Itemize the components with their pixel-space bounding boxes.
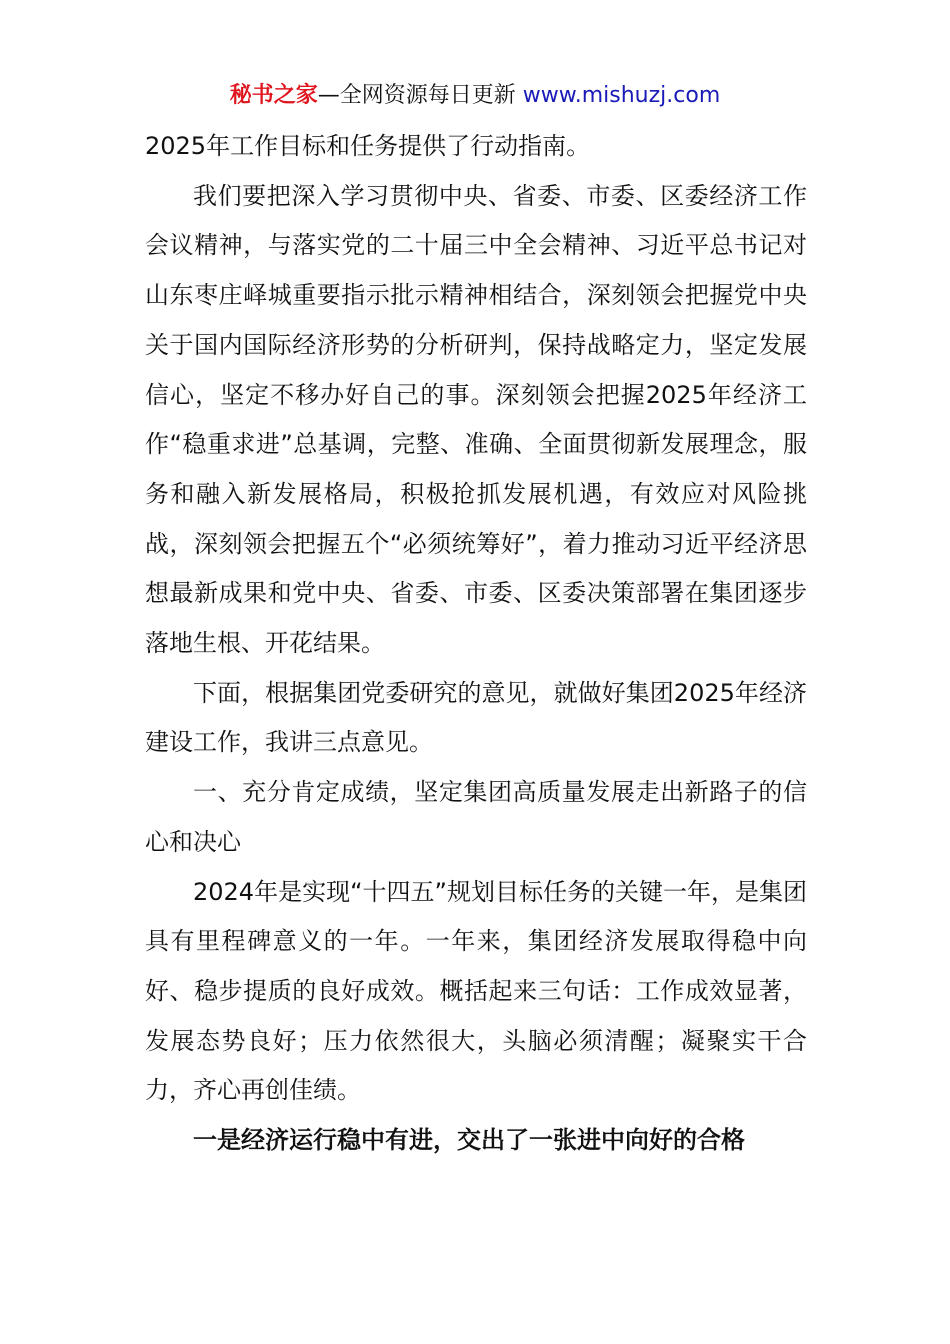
brand-name: 秘书之家 xyxy=(229,83,318,108)
site-header xyxy=(0,80,950,112)
paragraph-intro: 下面，根据集团党委研究的意见，就做好集团2025年经济建设工作，我讲三点意见。 xyxy=(145,678,807,757)
header-tagline: —全网资源每日更新 xyxy=(317,83,523,108)
section-heading-one: 一、充分肯定成绩，坚定集团高质量发展走出新路子的信心和决心 xyxy=(145,778,807,856)
document-body xyxy=(145,122,807,1166)
paragraph-study-spirit: 我们要把深入学习贯彻中央、省委、市委、区委经济工作会议精神，与落实党的二十届三中全会精神、习近平总书记对山东枣庄峄城重要指示批示精神相结合，深刻领会把握党中央关于国内国际经济形势的分析研判，保持战略定力，坚定发展信心，坚定不移办好自己的事。深刻领会把握2025年经济工作“稳重求进”总基调，完整、准确、全面贯彻新发展理念，服务和融入新发展格局，积极抢抓发展机遇，有效应对风险挑战，深刻领会把握五个“必须统筹好”，着力推动习近平经济思想最新成果和党中央、省委、市委、区委决策部署在集团逐步落地生根、开花结果。 xyxy=(145,181,807,658)
paragraph-continuation: 2025年工作目标和任务提供了行动指南。 xyxy=(145,132,591,160)
paragraph-2024-review: 2024年是实现“十四五”规划目标任务的关键一年，是集团具有里程碑意义的一年。一年来，集团经济发展取得稳中向好、稳步提质的良好成效。概括起来三句话：工作成效显著，发展态势良好；压力依然很大，头脑必须清醒；凝聚实干合力，齐心再创佳绩。 xyxy=(145,877,807,1105)
site-url[interactable]: www.mishuzj.com xyxy=(522,83,721,108)
paragraph-point-one: 一是经济运行稳中有进，交出了一张进中向好的合格 xyxy=(193,1126,745,1155)
